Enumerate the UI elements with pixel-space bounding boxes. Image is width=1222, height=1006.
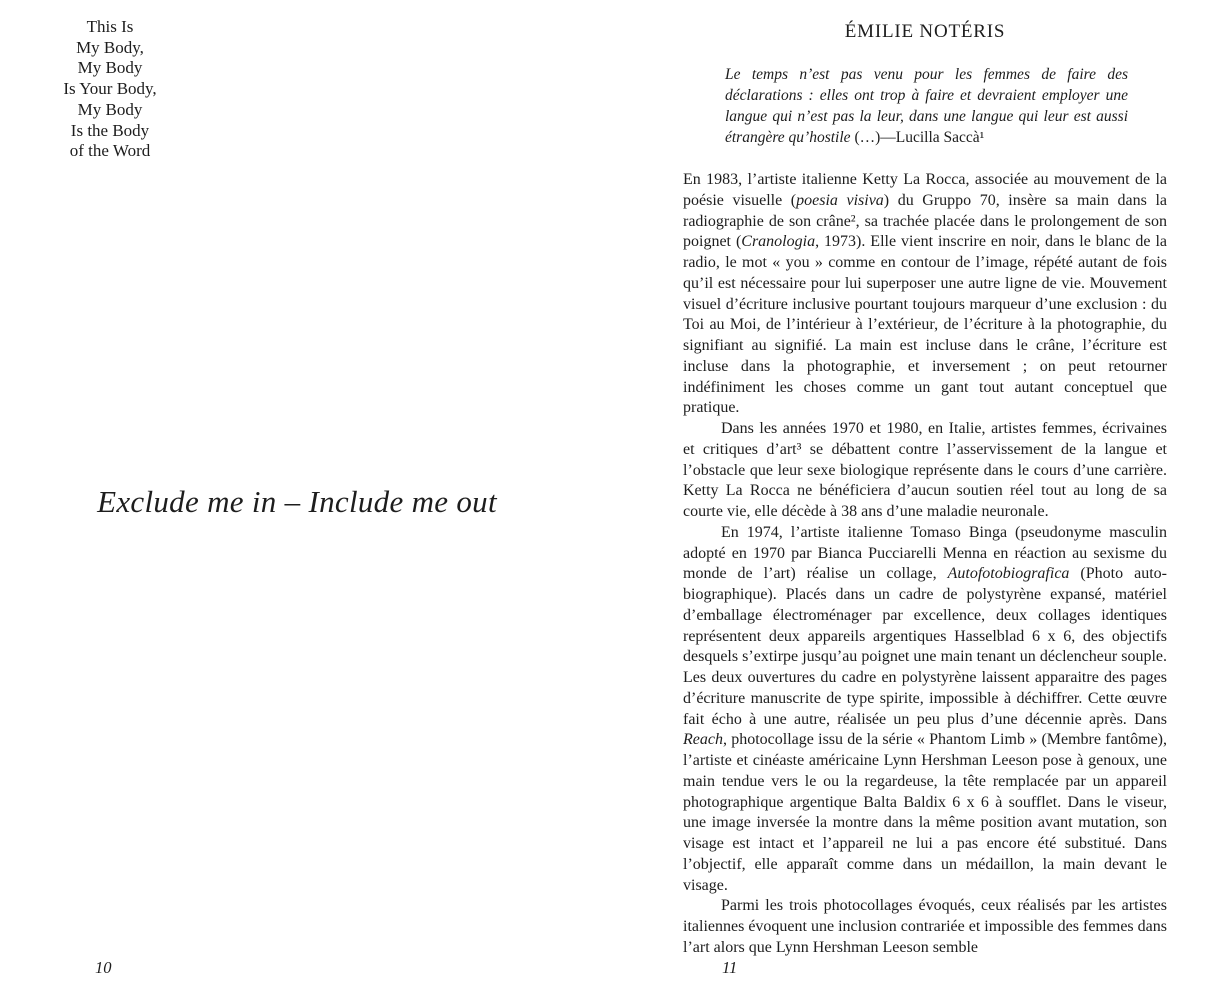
epigraph — [725, 64, 1128, 148]
chapter-title: Exclude me in – Include me out — [97, 484, 497, 519]
poem-line: Is Your Body, — [63, 79, 157, 99]
poem-line: Is the Body — [70, 120, 150, 140]
poem-line: My Body — [77, 99, 143, 119]
paragraph: En 1983, l’artiste italienne Ketty La Rocca, associée au mouvement de la poésie visuelle (poesia visiva) du Gruppo 70, insère sa main dans la radiographie de son crâne², sa trachée placée dans le prolongement de son poignet (Cranologia, 1973). Elle vient inscrire en noir, dans le blanc de la radio, le mot « you » comme en contour de l’image, répété autant de fois qu’il est nécessaire pour lui superposer une autre ligne de vie. Mouvement visuel d’écriture inclusive pourtant toujours marqueur d’une exclusion : du Toi au Moi, de l’intérieur à l’extérieur, de l’écriture à la photographie, du signifiant au signifié. La main est incluse dans le crâne, l’écriture est incluse dans la photographie, et inversement ; on peut retourner indéfiniment les choses comme un gant tout autant conceptuel que pratique. — [683, 171, 1167, 417]
author-name: ÉMILIE NOTÉRIS — [844, 21, 1006, 42]
page-number-left: 10 — [95, 958, 112, 977]
epigraph-quote: Le temps n’est pas venu pour les femmes de faire des déclarations : elles ont trop à faire et devraient employer une langue qui n’est pas la leur, dans une langue qui leur est aussi étrangère qu’hostile — [725, 66, 1128, 146]
page-number-right: 11 — [722, 958, 738, 977]
poem-line: My Body, — [76, 37, 144, 57]
poem — [30, 17, 190, 162]
poem-line: This Is — [86, 17, 134, 36]
poem-line: My Body — [77, 58, 143, 78]
paragraph: Dans les années 1970 et 1980, en Italie, artistes femmes, écrivaines et critiques d’art³ se débattent contre l’asservissement de la langue et l’obstacle que leur sexe biologique représente dans le cours d’une carrière. Ketty La Rocca ne bénéficiera d’aucun soutien réel tout au long de sa courte vie, elle décède à 38 ans d’une maladie neuronale. — [683, 420, 1167, 520]
paragraph: Parmi les trois photocollages évoqués, ceux réalisés par les artistes italiennes évoquent une inclusion contrariée et impossible des femmes dans l’art alors que Lynn Hershman Leeson semble — [683, 897, 1167, 956]
poem-line: of the Word — [69, 141, 151, 161]
epigraph-attribution: (…)—Lucilla Saccà¹ — [854, 129, 985, 146]
body-text — [683, 170, 1167, 959]
paragraph: En 1974, l’artiste italienne Tomaso Binga (pseudonyme masculin adopté en 1970 par Bianca Pucciarelli Menna en réaction au sexisme du monde de l’art) réalise un collage, Autofotobiografica (Photo auto-biographique). Placés dans un cadre de polystyrène expansé, matériel d’emballage électroménager par excellence, deux collages identiques représentent deux appareils argentiques Hasselblad 6 x 6, des objectifs desquels s’extirpe jusqu’au poignet une main tenant un déclencheur souple. Les deux ouvertures du cadre en polystyrène laissent apparaitre des pages d’écriture manuscrite de type spirite, impossible à déchiffrer. Cette œuvre fait écho à une autre, réalisée un peu plus d’une décennie après. Dans Reach, photocollage issu de la série « Phantom Limb » (Membre fantôme), l’artiste et cinéaste américaine Lynn Hershman Leeson pose à genoux, une main tendue vers le ou la regardeuse, la tête remplacée par un appareil photographique argentique Balta Baldix 6 x 6 à soufflet. Dans le viseur, une image inversée la montre dans la même position avant mutation, son visage est intact et l’appareil ne lui a pas encore été substitué. Dans l’objectif, elle apparaît comme dans un médaillon, la main devant le visage. — [683, 523, 1167, 894]
